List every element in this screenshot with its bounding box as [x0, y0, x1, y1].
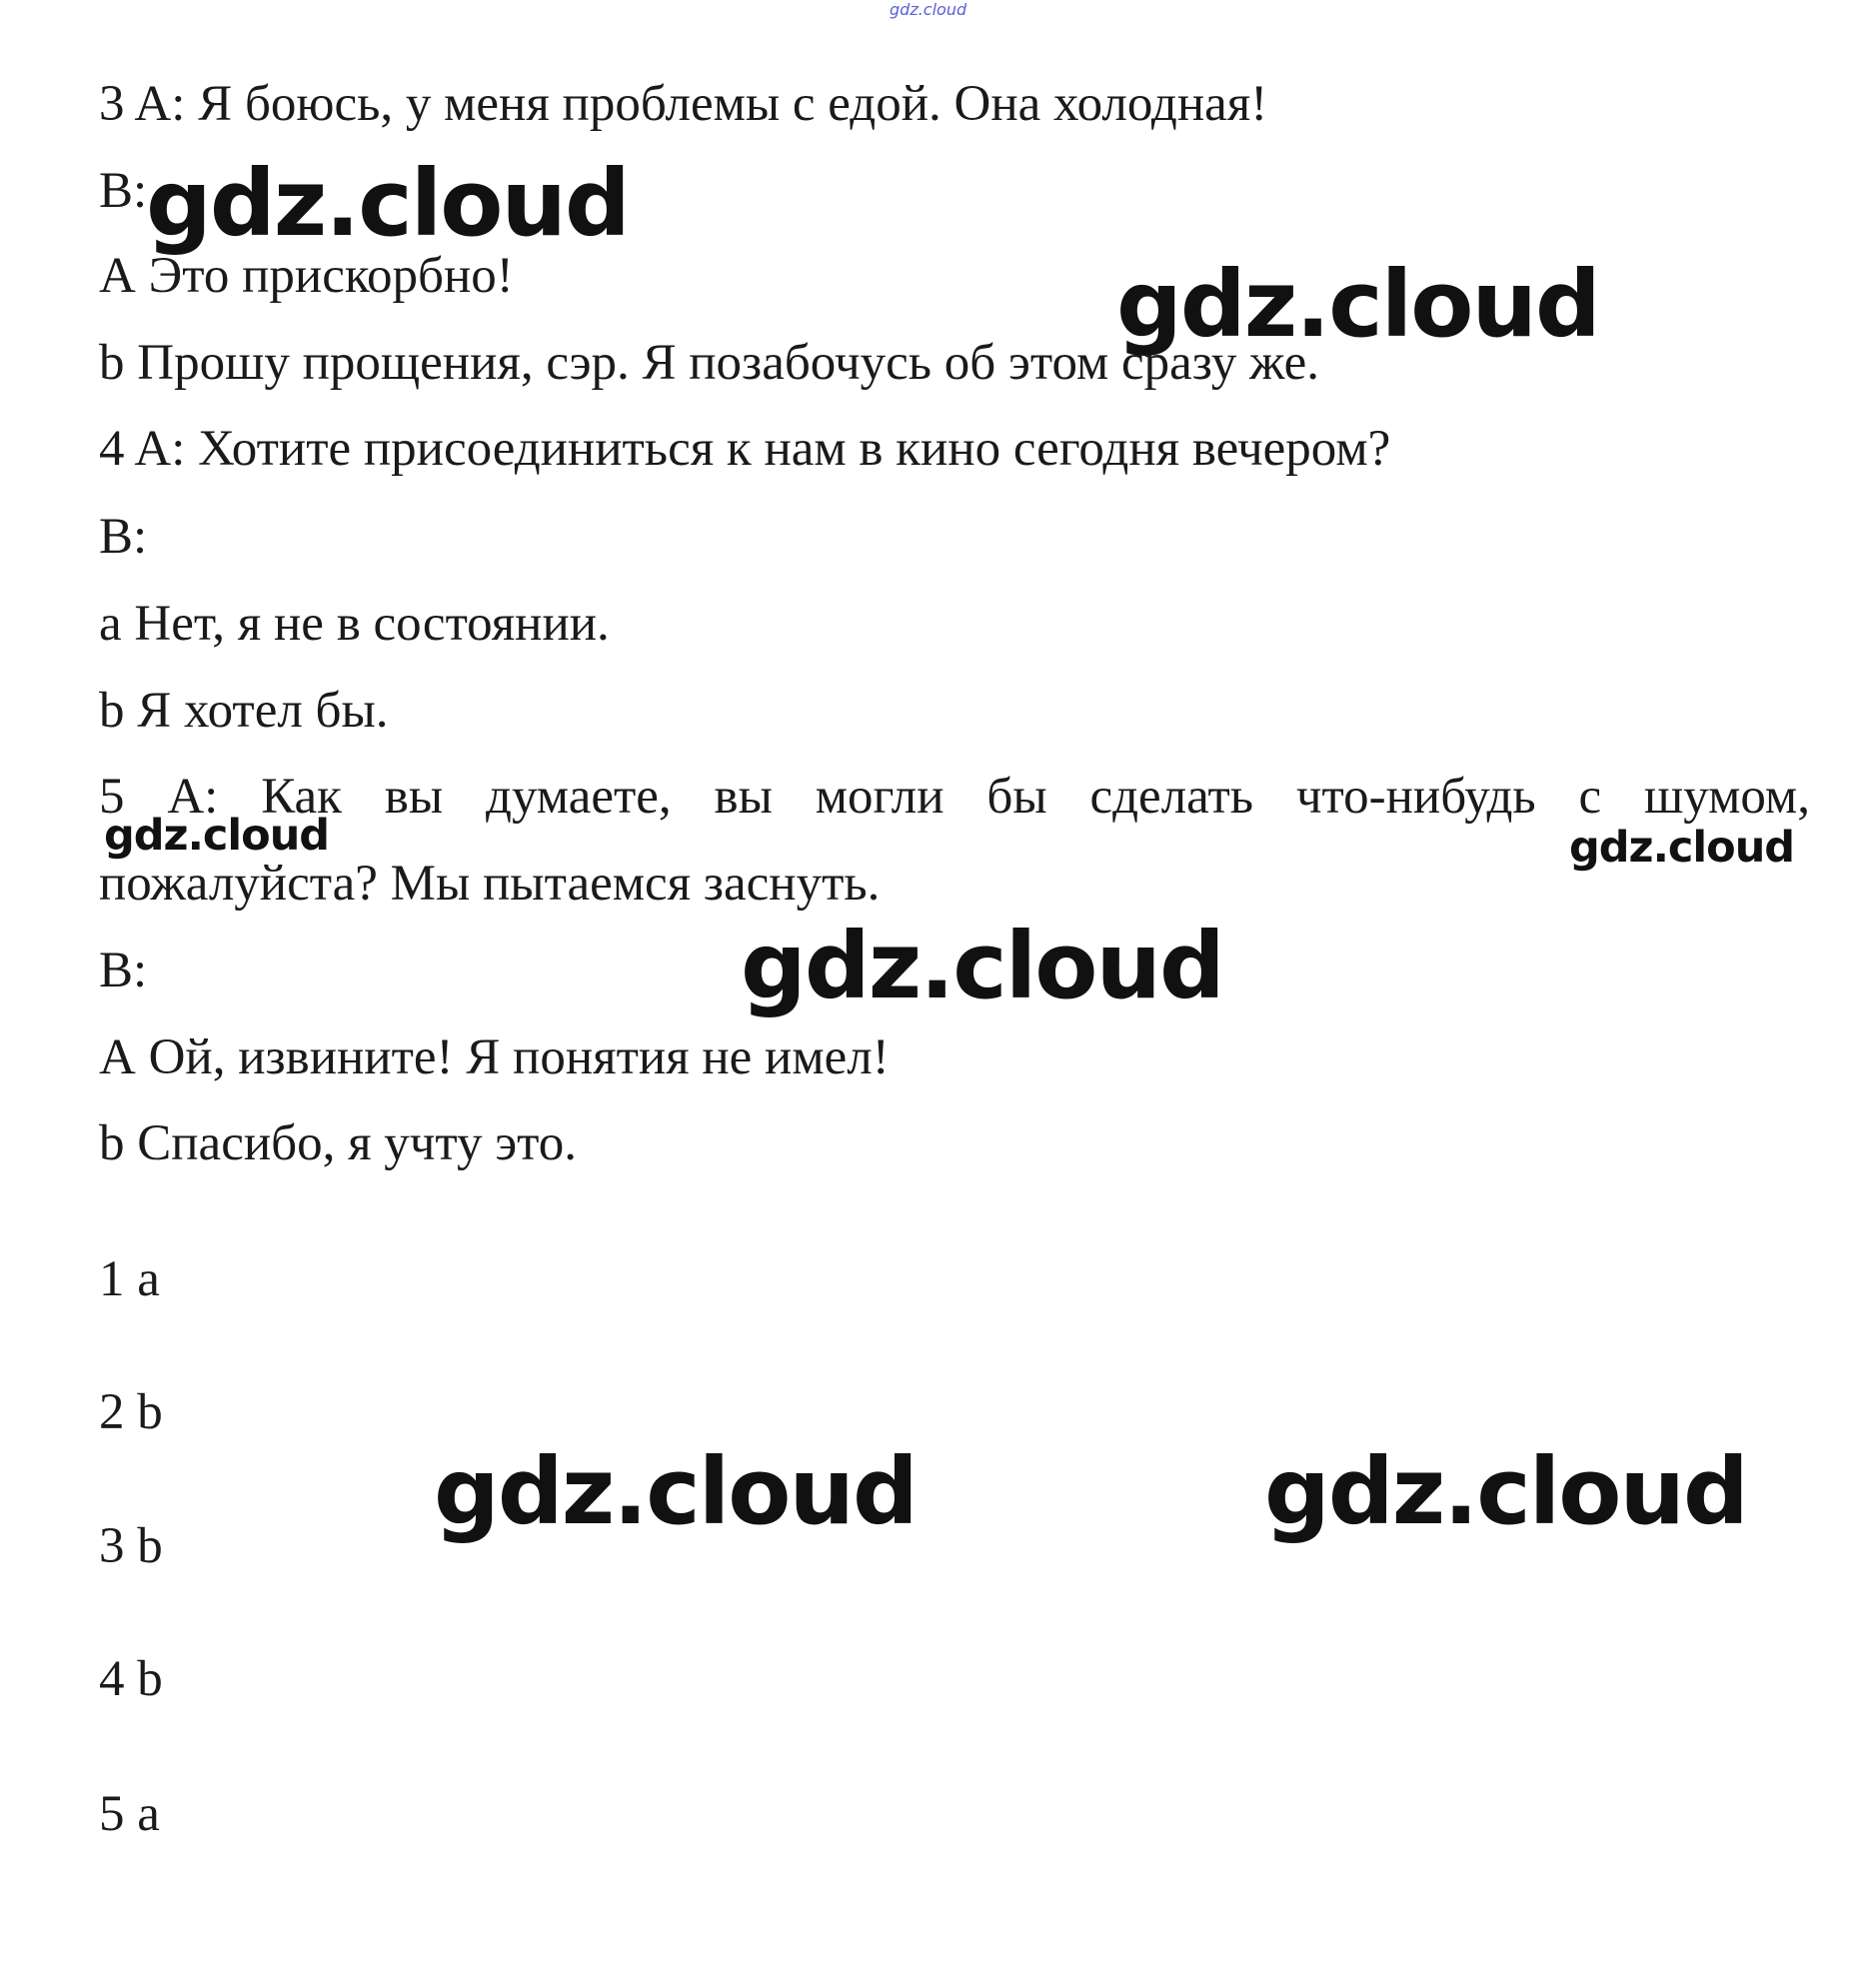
prompt-word: что-нибудь	[1295, 769, 1536, 825]
question-4-option-b: b Я хотел бы.	[99, 683, 389, 739]
prompt-word: 5	[99, 769, 125, 825]
question-5-prompt-continued: пожалуйста? Мы пытаемся заснуть.	[99, 856, 881, 912]
watermark: gdz.cloud	[146, 150, 629, 257]
answer-1: 1 а	[99, 1251, 160, 1307]
prompt-word: бы	[986, 769, 1047, 825]
watermark: gdz.cloud	[1264, 1438, 1747, 1545]
question-3-option-b: b Прошу прощения, сэр. Я позабочусь об этом сразу же.	[99, 335, 1320, 391]
question-3-option-a: А Это прискорбно!	[99, 248, 514, 304]
watermark: gdz.cloud	[741, 913, 1223, 1019]
question-5-option-a: А Ой, извините! Я понятия не имел!	[99, 1029, 890, 1085]
header-watermark: gdz.cloud	[890, 0, 967, 19]
watermark: gdz.cloud	[104, 811, 330, 861]
watermark: gdz.cloud	[1569, 823, 1795, 873]
answer-2: 2 b	[99, 1384, 163, 1440]
prompt-word: могли	[815, 769, 944, 825]
prompt-word: вы	[384, 769, 444, 825]
answer-3: 3 b	[99, 1518, 163, 1574]
question-5-prompt	[99, 767, 1810, 827]
question-5-speaker-b: B:	[99, 943, 148, 998]
question-4-prompt: 4 A: Хотите присоединиться к нам в кино сегодня вечером?	[99, 421, 1391, 477]
prompt-word: вы	[714, 769, 773, 825]
prompt-word: шумом,	[1644, 769, 1810, 825]
watermark: gdz.cloud	[1116, 251, 1599, 358]
answer-4: 4 b	[99, 1651, 163, 1707]
answer-5: 5 а	[99, 1786, 160, 1842]
question-4-speaker-b: B:	[99, 509, 148, 565]
question-5-option-b: b Спасибо, я учту это.	[99, 1115, 578, 1171]
prompt-word: с	[1578, 769, 1602, 825]
question-3-speaker-b: B:	[99, 163, 148, 219]
question-4-option-a: а Нет, я не в состоянии.	[99, 596, 610, 652]
prompt-word: A:	[167, 769, 219, 825]
watermark: gdz.cloud	[434, 1438, 917, 1545]
prompt-word: думаете,	[486, 769, 672, 825]
prompt-word: Как	[261, 769, 342, 825]
prompt-word: сделать	[1089, 769, 1254, 825]
question-3-prompt: 3 A: Я боюсь, у меня проблемы с едой. Она холодная!	[99, 76, 1268, 132]
